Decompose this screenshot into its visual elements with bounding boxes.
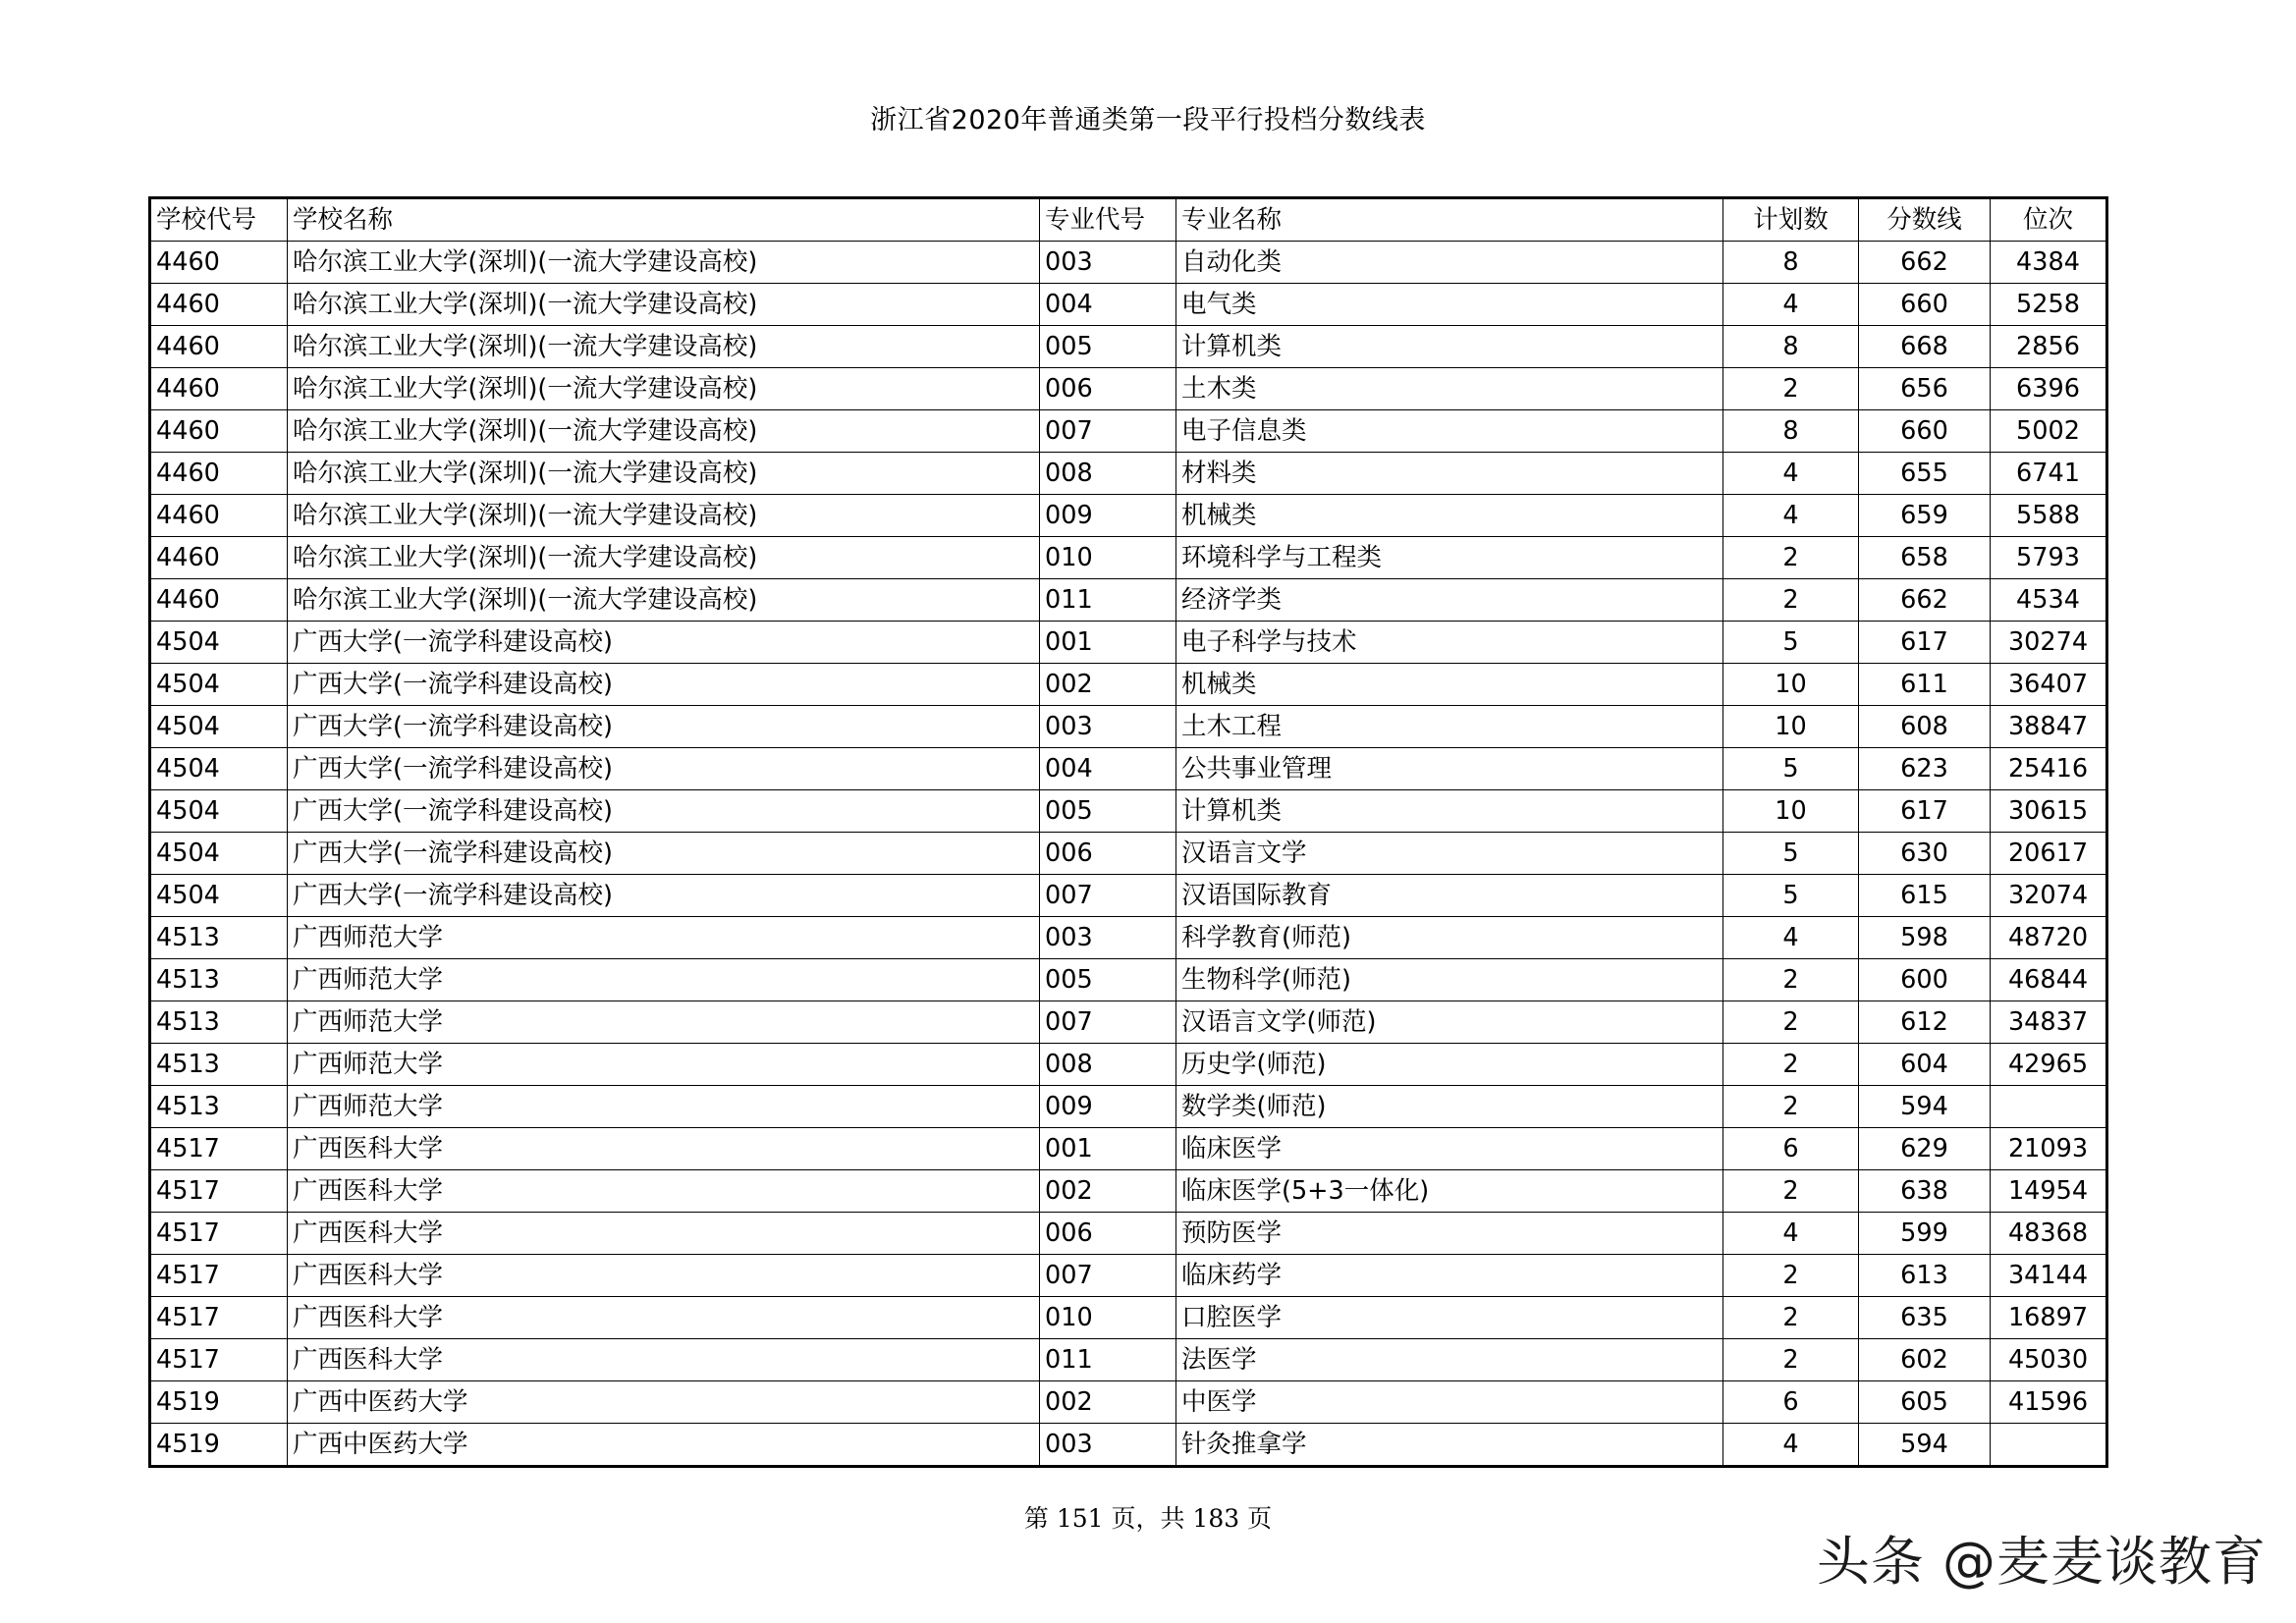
cell-rank: 25416: [1991, 748, 2107, 790]
cell-rank: 6741: [1991, 453, 2107, 495]
cell-score: 656: [1859, 368, 1991, 410]
table-row: [150, 1297, 2107, 1339]
cell-major-code: 009: [1040, 495, 1176, 537]
cell-rank: 14954: [1991, 1170, 2107, 1213]
cell-school-name: 广西大学(一流学科建设高校): [288, 706, 1040, 748]
cell-plan: 4: [1723, 495, 1859, 537]
page-title: 浙江省2020年普通类第一段平行投档分数线表: [870, 105, 1426, 135]
cell-major-name: 历史学(师范): [1176, 1044, 1723, 1086]
table-row: [150, 410, 2107, 453]
cell-plan: 2: [1723, 1255, 1859, 1297]
table-row: [150, 917, 2107, 959]
cell-major-code: 004: [1040, 748, 1176, 790]
cell-school-name: 广西医科大学: [288, 1339, 1040, 1381]
cell-major-name: 公共事业管理: [1176, 748, 1723, 790]
cell-major-code: 006: [1040, 368, 1176, 410]
cell-school-code: 4504: [150, 790, 288, 833]
cell-major-name: 口腔医学: [1176, 1297, 1723, 1339]
cell-school-code: 4504: [150, 833, 288, 875]
cell-major-name: 科学教育(师范): [1176, 917, 1723, 959]
cell-score: 658: [1859, 537, 1991, 579]
cell-score: 600: [1859, 959, 1991, 1001]
cell-school-code: 4513: [150, 1044, 288, 1086]
table-row: [150, 622, 2107, 664]
cell-school-name: 广西医科大学: [288, 1170, 1040, 1213]
table-row: [150, 1128, 2107, 1170]
cell-rank: 46844: [1991, 959, 2107, 1001]
cell-major-name: 临床医学(5+3一体化): [1176, 1170, 1723, 1213]
cell-plan: 2: [1723, 1086, 1859, 1128]
cell-rank: 45030: [1991, 1339, 2107, 1381]
cell-score: 599: [1859, 1213, 1991, 1255]
cell-school-name: 广西医科大学: [288, 1255, 1040, 1297]
cell-score: 660: [1859, 284, 1991, 326]
cell-score: 604: [1859, 1044, 1991, 1086]
cell-major-name: 计算机类: [1176, 790, 1723, 833]
cell-major-name: 中医学: [1176, 1381, 1723, 1424]
cell-score: 662: [1859, 579, 1991, 622]
cell-rank: 20617: [1991, 833, 2107, 875]
table-row: [150, 706, 2107, 748]
table-body: [150, 242, 2107, 1467]
cell-school-code: 4504: [150, 622, 288, 664]
cell-rank: 48368: [1991, 1213, 2107, 1255]
cell-plan: 2: [1723, 579, 1859, 622]
cell-major-name: 汉语言文学(师范): [1176, 1001, 1723, 1044]
cell-major-code: 003: [1040, 706, 1176, 748]
score-table: [148, 196, 2108, 1468]
cell-rank: 42965: [1991, 1044, 2107, 1086]
table-row: [150, 1001, 2107, 1044]
cell-score: 617: [1859, 622, 1991, 664]
cell-major-name: 汉语国际教育: [1176, 875, 1723, 917]
cell-score: 630: [1859, 833, 1991, 875]
cell-school-code: 4504: [150, 748, 288, 790]
cell-plan: 2: [1723, 368, 1859, 410]
cell-major-name: 土木工程: [1176, 706, 1723, 748]
cell-rank: 41596: [1991, 1381, 2107, 1424]
cell-school-code: 4460: [150, 453, 288, 495]
cell-school-name: 广西大学(一流学科建设高校): [288, 748, 1040, 790]
cell-score: 611: [1859, 664, 1991, 706]
cell-school-name: 哈尔滨工业大学(深圳)(一流大学建设高校): [288, 453, 1040, 495]
cell-score: 594: [1859, 1086, 1991, 1128]
table-row: [150, 1255, 2107, 1297]
cell-major-name: 预防医学: [1176, 1213, 1723, 1255]
cell-school-code: 4517: [150, 1339, 288, 1381]
cell-school-code: 4460: [150, 410, 288, 453]
cell-major-code: 006: [1040, 1213, 1176, 1255]
cell-school-code: 4460: [150, 537, 288, 579]
cell-score: 668: [1859, 326, 1991, 368]
cell-plan: 2: [1723, 537, 1859, 579]
cell-plan: 4: [1723, 1213, 1859, 1255]
table-row: [150, 1213, 2107, 1255]
cell-school-code: 4517: [150, 1170, 288, 1213]
cell-score: 612: [1859, 1001, 1991, 1044]
page-footer: 第 151 页，共 183 页: [1023, 1504, 1273, 1533]
cell-rank: 36407: [1991, 664, 2107, 706]
table-row: [150, 1381, 2107, 1424]
cell-school-code: 4460: [150, 368, 288, 410]
cell-score: 635: [1859, 1297, 1991, 1339]
cell-school-name: 广西师范大学: [288, 1044, 1040, 1086]
cell-plan: 2: [1723, 1297, 1859, 1339]
cell-plan: 2: [1723, 959, 1859, 1001]
cell-school-code: 4460: [150, 326, 288, 368]
cell-score: 662: [1859, 242, 1991, 284]
table-row: [150, 284, 2107, 326]
cell-major-code: 006: [1040, 833, 1176, 875]
cell-score: 623: [1859, 748, 1991, 790]
cell-plan: 2: [1723, 1001, 1859, 1044]
cell-rank: 48720: [1991, 917, 2107, 959]
cell-rank: 5588: [1991, 495, 2107, 537]
cell-school-code: 4504: [150, 664, 288, 706]
cell-plan: 5: [1723, 622, 1859, 664]
cell-score: 613: [1859, 1255, 1991, 1297]
cell-rank: 34837: [1991, 1001, 2107, 1044]
cell-score: 660: [1859, 410, 1991, 453]
watermark: 头条 @麦麦谈教育: [1816, 1531, 2267, 1593]
cell-school-name: 广西大学(一流学科建设高校): [288, 622, 1040, 664]
cell-major-code: 003: [1040, 917, 1176, 959]
cell-major-name: 临床药学: [1176, 1255, 1723, 1297]
cell-major-name: 经济学类: [1176, 579, 1723, 622]
cell-score: 602: [1859, 1339, 1991, 1381]
header-row: [150, 198, 2107, 242]
cell-rank: 5793: [1991, 537, 2107, 579]
cell-major-name: 环境科学与工程类: [1176, 537, 1723, 579]
cell-plan: 8: [1723, 326, 1859, 368]
cell-plan: 8: [1723, 410, 1859, 453]
cell-score: 608: [1859, 706, 1991, 748]
cell-school-name: 哈尔滨工业大学(深圳)(一流大学建设高校): [288, 537, 1040, 579]
cell-score: 655: [1859, 453, 1991, 495]
cell-rank: 4534: [1991, 579, 2107, 622]
table-row: [150, 537, 2107, 579]
cell-school-code: 4517: [150, 1255, 288, 1297]
cell-plan: 2: [1723, 1044, 1859, 1086]
cell-school-code: 4519: [150, 1381, 288, 1424]
cell-major-name: 机械类: [1176, 664, 1723, 706]
cell-school-name: 哈尔滨工业大学(深圳)(一流大学建设高校): [288, 326, 1040, 368]
cell-major-code: 008: [1040, 1044, 1176, 1086]
cell-school-code: 4513: [150, 959, 288, 1001]
cell-major-code: 002: [1040, 1381, 1176, 1424]
cell-score: 615: [1859, 875, 1991, 917]
cell-school-name: 哈尔滨工业大学(深圳)(一流大学建设高校): [288, 242, 1040, 284]
cell-major-name: 材料类: [1176, 453, 1723, 495]
cell-school-name: 哈尔滨工业大学(深圳)(一流大学建设高校): [288, 368, 1040, 410]
cell-school-code: 4460: [150, 495, 288, 537]
cell-plan: 4: [1723, 917, 1859, 959]
table-row: [150, 833, 2107, 875]
cell-plan: 5: [1723, 833, 1859, 875]
cell-plan: 6: [1723, 1381, 1859, 1424]
table-row: [150, 748, 2107, 790]
cell-score: 605: [1859, 1381, 1991, 1424]
cell-school-name: 广西中医药大学: [288, 1381, 1040, 1424]
cell-rank: 38847: [1991, 706, 2107, 748]
table-row: [150, 495, 2107, 537]
cell-plan: 6: [1723, 1128, 1859, 1170]
table-row: [150, 368, 2107, 410]
cell-major-code: 011: [1040, 1339, 1176, 1381]
cell-school-name: 广西大学(一流学科建设高校): [288, 790, 1040, 833]
cell-major-code: 002: [1040, 664, 1176, 706]
cell-major-code: 010: [1040, 1297, 1176, 1339]
cell-rank: 16897: [1991, 1297, 2107, 1339]
cell-major-code: 011: [1040, 579, 1176, 622]
cell-plan: 4: [1723, 1424, 1859, 1467]
cell-plan: 4: [1723, 453, 1859, 495]
table-row: [150, 790, 2107, 833]
cell-major-code: 002: [1040, 1170, 1176, 1213]
header-school-code: 学校代号: [150, 198, 288, 242]
cell-school-name: 哈尔滨工业大学(深圳)(一流大学建设高校): [288, 579, 1040, 622]
cell-major-name: 机械类: [1176, 495, 1723, 537]
cell-major-name: 电气类: [1176, 284, 1723, 326]
cell-rank: 21093: [1991, 1128, 2107, 1170]
cell-school-code: 4460: [150, 242, 288, 284]
table-row: [150, 453, 2107, 495]
cell-score: 638: [1859, 1170, 1991, 1213]
cell-rank: 5258: [1991, 284, 2107, 326]
cell-major-name: 自动化类: [1176, 242, 1723, 284]
cell-school-name: 广西医科大学: [288, 1213, 1040, 1255]
cell-major-name: 法医学: [1176, 1339, 1723, 1381]
cell-school-code: 4519: [150, 1424, 288, 1467]
cell-major-name: 生物科学(师范): [1176, 959, 1723, 1001]
cell-school-name: 哈尔滨工业大学(深圳)(一流大学建设高校): [288, 410, 1040, 453]
cell-school-name: 广西中医药大学: [288, 1424, 1040, 1467]
header-school-name: 学校名称: [288, 198, 1040, 242]
cell-school-name: 广西医科大学: [288, 1297, 1040, 1339]
cell-score: 617: [1859, 790, 1991, 833]
cell-score: 659: [1859, 495, 1991, 537]
cell-rank: 34144: [1991, 1255, 2107, 1297]
cell-rank: 30274: [1991, 622, 2107, 664]
cell-major-code: 005: [1040, 326, 1176, 368]
table-row: [150, 1424, 2107, 1467]
cell-major-name: 临床医学: [1176, 1128, 1723, 1170]
cell-rank: 6396: [1991, 368, 2107, 410]
cell-plan: 10: [1723, 790, 1859, 833]
cell-school-name: 广西大学(一流学科建设高校): [288, 875, 1040, 917]
cell-school-code: 4517: [150, 1213, 288, 1255]
cell-major-code: 005: [1040, 959, 1176, 1001]
cell-major-code: 009: [1040, 1086, 1176, 1128]
cell-rank: 4384: [1991, 242, 2107, 284]
cell-school-code: 4504: [150, 706, 288, 748]
table-row: [150, 1339, 2107, 1381]
cell-school-name: 广西大学(一流学科建设高校): [288, 664, 1040, 706]
cell-major-code: 004: [1040, 284, 1176, 326]
cell-school-name: 广西师范大学: [288, 1001, 1040, 1044]
cell-major-code: 003: [1040, 1424, 1176, 1467]
cell-plan: 10: [1723, 664, 1859, 706]
table-row: [150, 875, 2107, 917]
cell-plan: 2: [1723, 1339, 1859, 1381]
table-row: [150, 959, 2107, 1001]
cell-major-code: 003: [1040, 242, 1176, 284]
table-row: [150, 664, 2107, 706]
cell-major-name: 数学类(师范): [1176, 1086, 1723, 1128]
cell-school-code: 4513: [150, 1086, 288, 1128]
header-major-code: 专业代号: [1040, 198, 1176, 242]
cell-school-name: 广西师范大学: [288, 959, 1040, 1001]
cell-plan: 8: [1723, 242, 1859, 284]
header-score: 分数线: [1859, 198, 1991, 242]
cell-school-code: 4504: [150, 875, 288, 917]
cell-score: 629: [1859, 1128, 1991, 1170]
cell-rank: [1991, 1424, 2107, 1467]
cell-major-name: 电子信息类: [1176, 410, 1723, 453]
cell-major-name: 汉语言文学: [1176, 833, 1723, 875]
cell-rank: [1991, 1086, 2107, 1128]
cell-score: 594: [1859, 1424, 1991, 1467]
cell-school-name: 哈尔滨工业大学(深圳)(一流大学建设高校): [288, 495, 1040, 537]
cell-major-code: 001: [1040, 1128, 1176, 1170]
cell-rank: 30615: [1991, 790, 2107, 833]
cell-major-code: 007: [1040, 1255, 1176, 1297]
cell-major-code: 007: [1040, 875, 1176, 917]
table-row: [150, 242, 2107, 284]
cell-school-code: 4513: [150, 917, 288, 959]
cell-major-code: 007: [1040, 410, 1176, 453]
cell-plan: 5: [1723, 748, 1859, 790]
cell-plan: 10: [1723, 706, 1859, 748]
cell-plan: 2: [1723, 1170, 1859, 1213]
table-row: [150, 1170, 2107, 1213]
table-row: [150, 326, 2107, 368]
cell-plan: 4: [1723, 284, 1859, 326]
cell-score: 598: [1859, 917, 1991, 959]
header-plan: 计划数: [1723, 198, 1859, 242]
cell-major-name: 土木类: [1176, 368, 1723, 410]
cell-school-code: 4460: [150, 579, 288, 622]
cell-rank: 32074: [1991, 875, 2107, 917]
cell-major-code: 010: [1040, 537, 1176, 579]
cell-school-name: 广西师范大学: [288, 917, 1040, 959]
table-row: [150, 1044, 2107, 1086]
cell-major-name: 针灸推拿学: [1176, 1424, 1723, 1467]
cell-school-name: 广西师范大学: [288, 1086, 1040, 1128]
cell-school-code: 4460: [150, 284, 288, 326]
cell-school-code: 4517: [150, 1297, 288, 1339]
cell-school-code: 4513: [150, 1001, 288, 1044]
cell-rank: 2856: [1991, 326, 2107, 368]
cell-school-code: 4517: [150, 1128, 288, 1170]
table-row: [150, 579, 2107, 622]
cell-major-code: 007: [1040, 1001, 1176, 1044]
cell-school-name: 广西医科大学: [288, 1128, 1040, 1170]
header-rank: 位次: [1991, 198, 2107, 242]
table-row: [150, 1086, 2107, 1128]
cell-plan: 5: [1723, 875, 1859, 917]
cell-school-name: 哈尔滨工业大学(深圳)(一流大学建设高校): [288, 284, 1040, 326]
cell-major-code: 008: [1040, 453, 1176, 495]
cell-major-code: 005: [1040, 790, 1176, 833]
cell-major-name: 计算机类: [1176, 326, 1723, 368]
cell-major-name: 电子科学与技术: [1176, 622, 1723, 664]
cell-school-name: 广西大学(一流学科建设高校): [288, 833, 1040, 875]
cell-rank: 5002: [1991, 410, 2107, 453]
header-major-name: 专业名称: [1176, 198, 1723, 242]
cell-major-code: 001: [1040, 622, 1176, 664]
